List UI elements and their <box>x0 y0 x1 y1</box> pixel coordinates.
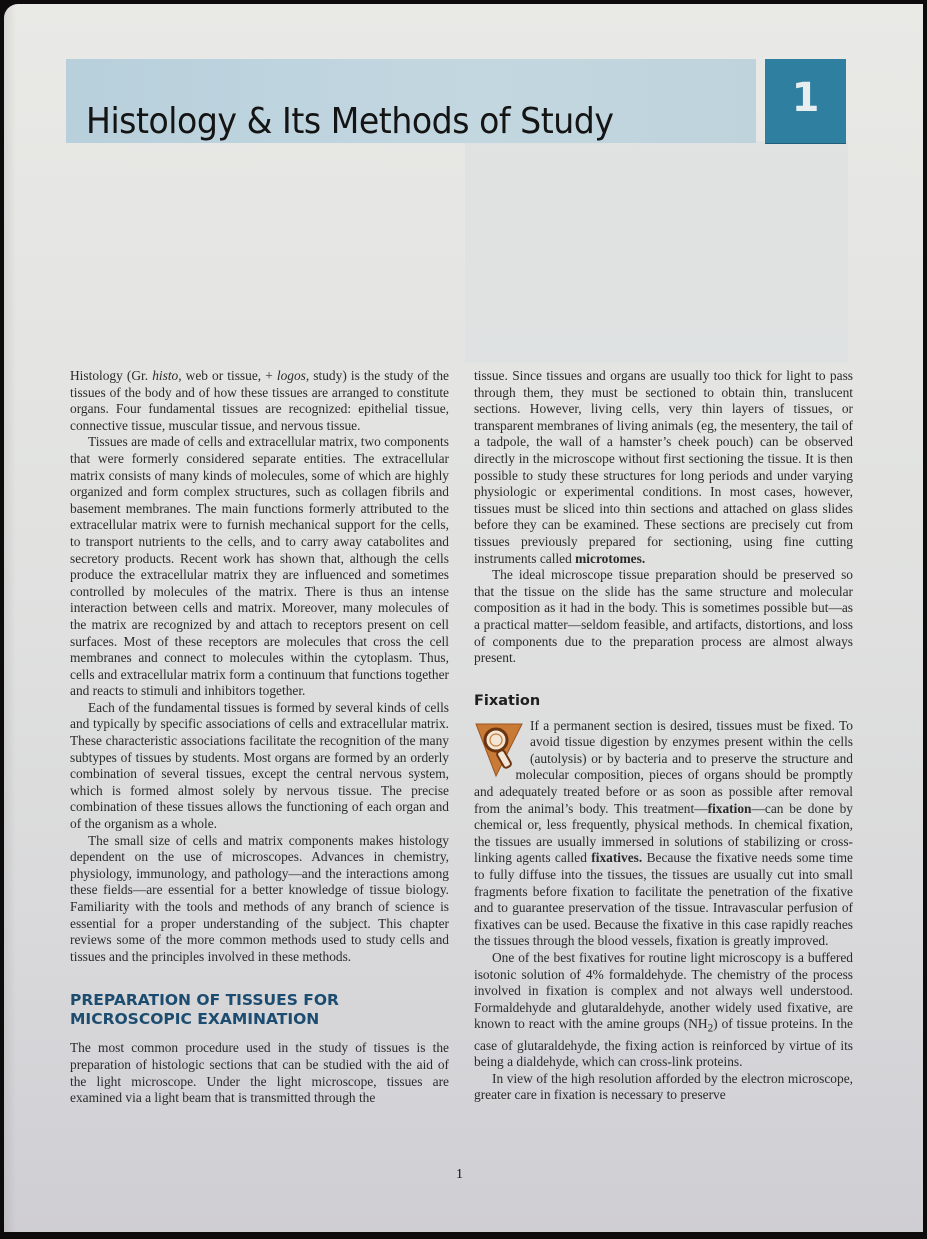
text: Because the fixative needs some time to fully diffuse into the tissues, the tissues are usually cut into small fragments before fixation to facilitate the penetration of the fixative and to guarantee preservation of the tissue. Intravascular perfusion of fixatives can be used. Because the fixative in this case rapidly reaches the tissues through the blood vessels, fixation is greatly improved. <box>474 850 853 949</box>
fixation-paragraph-1 <box>474 718 853 950</box>
text: —can be done by chemical or, less frequently, physical methods. In chemical fixation, the tissues are usually immersed in solutions of stabilizing or cross-linking agents called <box>474 800 853 866</box>
book-page <box>4 4 923 1232</box>
term-fixatives: fixatives. <box>591 850 643 866</box>
text: One of the best fixatives for routine light microscopy is a buffered isotonic solution of 4% formaldehyde. The chemistry of the process involved in fixation is complex and not always well understood. Formaldehyde and glutaraldehyde, another widely used fixative, are known to react with the amine groups (NH <box>474 950 853 1032</box>
chapter-title-bar <box>66 59 756 143</box>
term-logos: logos, <box>276 368 310 383</box>
intro-paragraph-2: Tissues are made of cells and extracellular matrix, two components that were formerly considered separate entities. The extracellular matrix consists of many kinds of molecules, some of which are highly organized and form complex structures, such as collagen fibrils and basement membranes. The main functions formerly attributed to the extracellular matrix were to furnish mechanical support for the cells, to transport nutrients to the cells, and to carry away catabolites and secretory products. Recent work has shown that, although the cells produce the extracellular matrix they are influenced and sometimes controlled by molecules of the matrix. There is thus an intense interaction between cells and matrix. Moreover, many molecules of the matrix are recognized by and attach to receptors present on cell surfaces. Most of these receptors are molecules that cross the cell membranes and connect to molecules within the cytoplasm. Thus, cells and extracellular matrix form a continuum that functions together and reacts to stimuli and inhibitors together. <box>70 434 449 699</box>
text: web or tissue, + <box>181 368 277 383</box>
text: tissue. Since tissues and organs are usually too thick for light to pass through them, they must be sectioned to obtain thin, translucent sections. However, living cells, very thin layers of tissues, or transparent membranes of living animals (eg, the mesentery, the tail of a tadpole, the wall of a hamster’s cheek pouch) can be observed directly in the microscope without first sectioning the tissue. It is then possible to study these structures for long periods and under varying physiologic or experimental conditions. In most cases, however, tissues must be sliced into thin sections and attached on glass slides before they can be examined. These sections are precisely cut from tissues previously prepared for sectioning, using fine cutting instruments called <box>474 368 853 566</box>
text: If a permanent section is desired, tissues must be fixed. To avoid tissue digestion by enzymes present within the cells (autolysis) or by bacteria and to preserve the structure and molecular composition, pieces of organs should be promptly and adequately treated before or as soon as possible after removal from the animal’s body. This treatment— <box>474 717 853 816</box>
section-heading-preparation: PREPARATION OF TISSUES FOR MICROSCOPIC EXAMINATION <box>70 991 339 1028</box>
term-fixation: fixation <box>707 800 752 816</box>
text: study) is the study of the tissues of the body and of how these tissues are arranged to constitute organs. Four fundamental tissues are recognized: epithelial tissue, connective tissue, muscular tissue, and nervous tissue. <box>70 368 449 433</box>
chapter-title: Histology & Its Methods of Study <box>86 101 614 143</box>
left-column <box>70 368 449 1107</box>
text: Histology (Gr. <box>70 368 153 383</box>
intro-paragraph-3: Each of the fundamental tissues is formed by several kinds of cells and typically by specific associations of cells and extracellular matrix. These characteristic associations facilitate the recognition of the many subtypes of tissues by students. Most organs are formed by an orderly combination of several tissues, except the central nervous system, which is formed almost solely by nervous tissue. The precise combination of these tissues allows the functioning of each organ and of the organism as a whole. <box>70 699 449 832</box>
subscript: 2 <box>707 1023 714 1036</box>
intro-paragraph-4: The small size of cells and matrix components makes histology dependent on the use of microscopes. Advances in chemistry, physiology, immunology, and pathology—and the interactions among these fields—are essential for a better knowledge of tissue biology. Familiarity with the tools and methods of any branch of science is essential for a proper understanding of the subject. This chapter reviews some of the more common methods used to study cells and tissues and the principles involved in these methods. <box>70 832 449 964</box>
preparation-paragraph-1-cont <box>474 368 853 567</box>
preparation-paragraph-2: The ideal microscope tissue preparation should be preserved so that the tissue on the slide has the same structure and molecular composition as it had in the body. This is sometimes possible but—as a practical matter—seldom feasible, and artifacts, distortions, and loss of components due to the preparation process are almost always present. <box>474 567 853 666</box>
preparation-paragraph-1: The most common procedure used in the study of tissues is the preparation of histologic sections that can be studied with the aid of the light microscope. Under the light microscope, tissues are examined via a light beam that is transmitted through the <box>70 1040 449 1106</box>
intro-paragraph-1 <box>70 368 449 434</box>
chapter-number: 1 <box>791 75 820 121</box>
fixation-paragraph-2 <box>474 950 853 1071</box>
subsection-heading-fixation: Fixation <box>474 692 541 709</box>
page-edge-shadow <box>4 4 16 1232</box>
page-number: 1 <box>456 1167 463 1182</box>
right-column <box>474 368 853 1104</box>
term-histo: histo, <box>152 368 182 383</box>
term-microtomes: microtomes. <box>575 550 646 566</box>
chapter-number-box <box>765 59 846 144</box>
background-panel <box>465 141 848 363</box>
text: ) of tissue proteins. In the case of glutaraldehyde, the fixing action is reinforced by virtue of its being a dialdehyde, which can cross-link proteins. <box>474 1016 853 1070</box>
fixation-paragraph-3: In view of the high resolution afforded by the electron microscope, greater care in fixation is necessary to preserve <box>474 1070 853 1103</box>
